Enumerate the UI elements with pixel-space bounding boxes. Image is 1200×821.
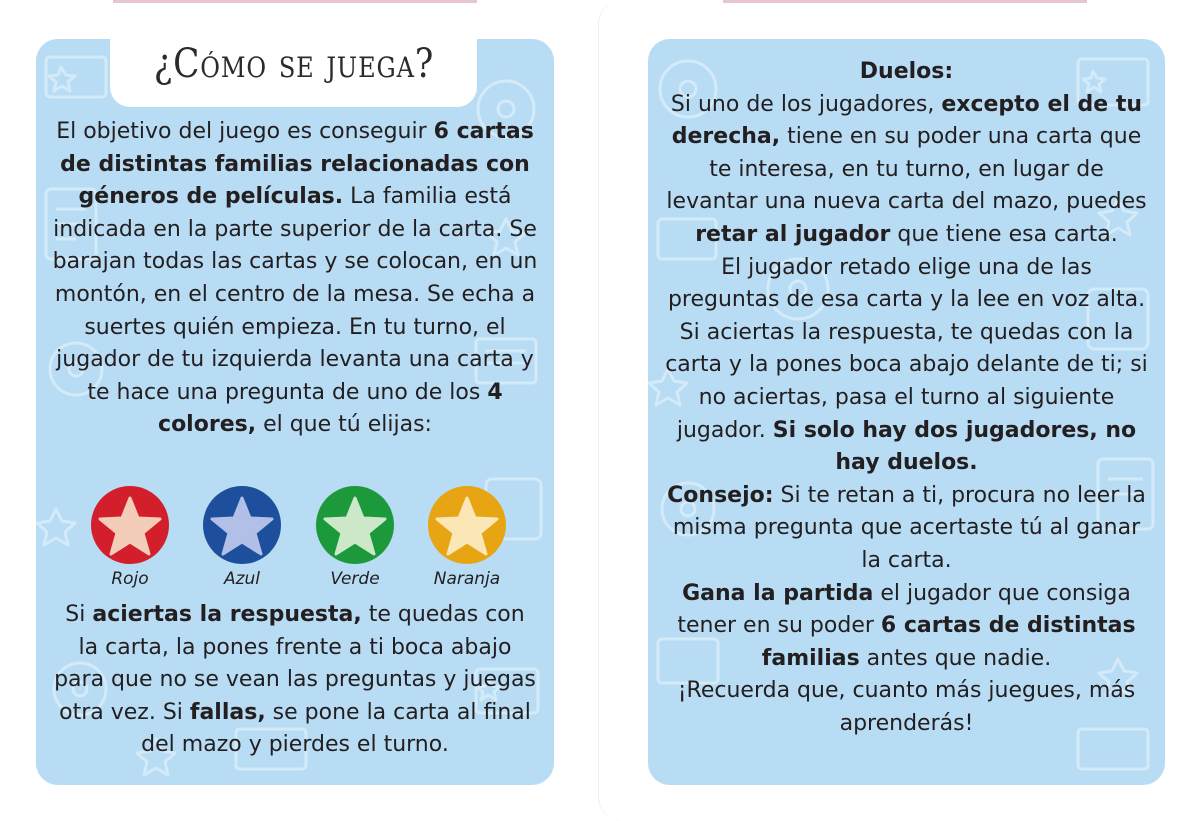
rules-text xyxy=(52,599,538,762)
star-badge-icon xyxy=(84,484,176,566)
color-option-verde xyxy=(307,484,403,589)
rules-paragraph xyxy=(52,599,538,762)
bold-text-run: Gana la partida xyxy=(682,580,874,606)
intro-paragraph xyxy=(52,116,538,442)
text-run: El jugador retado elige una de las preguntas de esa carta y la lee en voz alta. Si aciertas la respuesta, te quedas con la carta y la pones boca abajo delante de ti; si no aciertas, pasa el turno al siguiente jugador. xyxy=(665,254,1148,443)
bold-text-run: fallas, xyxy=(189,699,266,725)
bold-text-run: aciertas la respuesta, xyxy=(92,602,362,627)
bold-text-run: 6 cartas de distintas familias xyxy=(761,613,1136,671)
duel-paragraph xyxy=(664,89,1149,252)
tip-paragraph xyxy=(664,480,1149,578)
intro-text xyxy=(52,116,538,442)
page-title: ¿Cómo se juega? xyxy=(153,41,434,87)
bold-text-run: retar al jugador xyxy=(695,221,891,247)
color-option-naranja xyxy=(419,484,515,589)
bold-text-run: Consejo: xyxy=(667,482,774,508)
duels-text xyxy=(664,56,1149,740)
color-choices xyxy=(82,484,514,592)
title-tab xyxy=(110,21,477,107)
color-option-rojo xyxy=(82,484,178,589)
bold-text-run: excepto el de tu derecha, xyxy=(671,91,1143,150)
duels-heading: Duelos: xyxy=(859,59,954,84)
text-run: Si uno de los jugadores, xyxy=(670,91,942,117)
text-run: El objetivo del juego es conseguir xyxy=(56,119,434,144)
color-label: Verde xyxy=(330,569,380,589)
page-edge xyxy=(598,0,627,821)
bold-text-run: 4 colores, xyxy=(158,379,503,438)
text-run: el que tú elijas: xyxy=(256,412,432,438)
top-rule-left xyxy=(113,0,477,3)
color-label: Azul xyxy=(223,569,261,589)
text-run: La familia está indicada en la parte superior de la carta. xyxy=(53,184,512,242)
text-run: el jugador que consiga tener en su poder xyxy=(677,580,1131,639)
bold-text-run: 6 cartas de distintas familias relacionadas con géneros de películas. xyxy=(60,119,534,210)
win-paragraph xyxy=(664,578,1149,676)
text-run: Si te retan a ti, procura no leer la misma pregunta que acertaste tú al ganar la carta. xyxy=(672,482,1146,573)
text-run: que tiene esa carta. xyxy=(890,221,1118,247)
closing-paragraph: ¡Recuerda que, cuanto más juegues, más aprenderás! xyxy=(677,678,1136,736)
color-option-azul xyxy=(194,484,290,589)
text-run: se pone la carta al final del mazo y pierdes el turno. xyxy=(141,699,531,758)
text-run: antes que nadie. xyxy=(859,645,1052,671)
challenge-paragraph xyxy=(664,252,1149,480)
color-label: Rojo xyxy=(111,569,149,589)
star-badge-icon xyxy=(421,484,513,566)
color-label: Naranja xyxy=(433,569,501,589)
text-run: tiene en su poder una carta que te interesa, en tu turno, en lugar de levantar una nueva carta del mazo, puedes xyxy=(666,124,1147,215)
text-run: te quedas con la carta, la pones frente a ti boca abajo para que no se vean las preguntas y juegas otra vez. Si xyxy=(54,602,536,725)
star-badge-icon xyxy=(309,484,401,566)
text-run: Se barajan todas las cartas y se colocan, en un montón, en el centro de la mesa. Se echa a suertes quién empieza. En tu turno, el jugador de tu izquierda levanta una carta y te hace una pregunta de uno de los xyxy=(52,216,538,405)
bold-text-run: Si solo hay dos jugadores, no hay duelos. xyxy=(772,417,1137,476)
top-rule-right xyxy=(723,0,1087,3)
text-run: Si xyxy=(65,602,93,627)
star-badge-icon xyxy=(196,484,288,566)
